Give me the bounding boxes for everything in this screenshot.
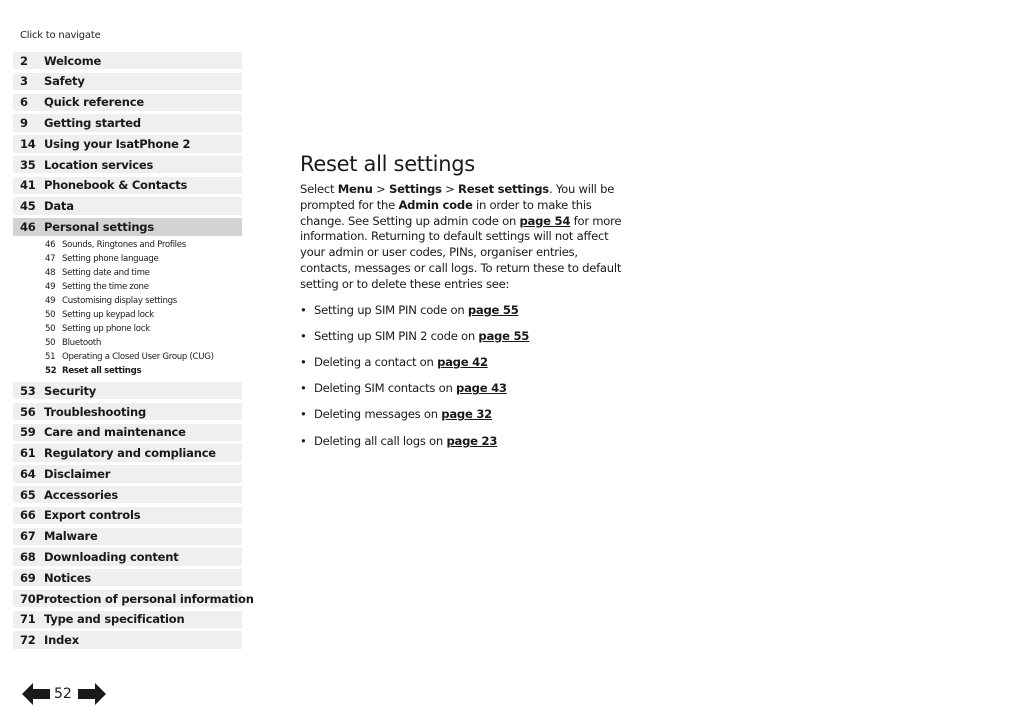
toc-title: Security [44, 383, 97, 398]
toc-item-notices[interactable] [13, 569, 242, 586]
toc-page-number: 53 [20, 383, 36, 398]
toc-item-personal-information[interactable] [13, 590, 254, 607]
list-item [300, 381, 630, 407]
right-arrow-icon[interactable] [78, 683, 106, 705]
admin-code-term: Admin code [398, 197, 473, 212]
toc-page-number: 71 [20, 612, 36, 627]
toc-item-disclaimer[interactable] [13, 465, 242, 482]
page-number: 52 [54, 686, 72, 702]
toc-page-number: 68 [20, 549, 36, 564]
toc-page-number: 46 [20, 219, 36, 234]
toc-sub-title: Customising display settings [62, 296, 177, 307]
toc-item-quick-reference[interactable] [13, 94, 242, 111]
toc-title: Quick reference [44, 95, 144, 110]
toc-page-number: 2 [20, 53, 28, 68]
toc-subitem-date-time[interactable] [13, 266, 242, 280]
toc-title: Data [44, 199, 74, 214]
related-links-list [300, 303, 630, 460]
page-navigation [22, 682, 106, 706]
toc-sub-page-number: 47 [45, 254, 56, 265]
page-link[interactable]: page 55 [478, 328, 530, 343]
toc-title: Personal settings [44, 219, 154, 234]
toc-item-type-specification[interactable] [13, 611, 242, 628]
toc-title: Getting started [44, 116, 141, 131]
toc-item-downloading-content[interactable] [13, 548, 242, 565]
toc-page-number: 65 [20, 487, 36, 502]
list-item-text: Deleting messages on [314, 407, 442, 422]
list-item [300, 407, 630, 433]
toc-subitem-sounds-ringtones[interactable] [13, 238, 242, 252]
menu-path-settings: Settings [388, 182, 442, 196]
toc-sub-page-number: 50 [45, 324, 56, 335]
intro-paragraph [300, 182, 630, 293]
toc-title: Downloading content [44, 549, 179, 564]
toc-title: Care and maintenance [44, 425, 186, 440]
toc-page-number: 72 [20, 633, 36, 648]
toc-item-accessories[interactable] [13, 486, 242, 503]
toc-subitem-phone-lock[interactable] [13, 322, 242, 336]
page-link[interactable]: page 32 [441, 407, 492, 422]
bullet-icon: • [300, 302, 307, 317]
toc-sub-page-number: 46 [45, 240, 56, 251]
intro-text: > [441, 182, 459, 196]
list-item-text: Setting up SIM PIN code on [314, 302, 468, 317]
toc-subitem-bluetooth[interactable] [13, 336, 242, 350]
toc-sub-title: Setting the time zone [62, 282, 149, 293]
table-of-contents [13, 52, 254, 652]
navigation-hint: Click to navigate [20, 30, 101, 41]
toc-subitem-keypad-lock[interactable] [13, 308, 242, 322]
toc-item-index[interactable] [13, 631, 242, 648]
main-content [300, 152, 630, 460]
toc-subitem-phone-language[interactable] [13, 252, 242, 266]
toc-title: Phonebook & Contacts [44, 178, 188, 193]
toc-item-security[interactable] [13, 382, 242, 399]
toc-item-care-maintenance[interactable] [13, 424, 242, 441]
toc-page-number: 41 [20, 178, 36, 193]
toc-title: Safety [44, 74, 85, 89]
list-item-text: Deleting a contact on [314, 354, 438, 369]
toc-subitem-reset-all-settings[interactable] [13, 364, 242, 378]
toc-subitem-display-settings[interactable] [13, 294, 242, 308]
toc-title: Accessories [44, 487, 118, 502]
page-title: Reset all settings [300, 152, 475, 176]
toc-item-data[interactable] [13, 197, 242, 214]
toc-sub-title: Sounds, Ringtones and Profiles [62, 240, 186, 251]
toc-sub-page-number: 50 [45, 338, 56, 349]
intro-text: in order to make this change. See Setting up admin code on [300, 197, 592, 228]
toc-sub-page-number: 51 [45, 352, 56, 363]
intro-text: for more information. Returning to default settings will not affect your admin or user codes, PINs, organiser entries, contacts, messages or call logs. To return these to default setting or to delete these entries see: [300, 213, 622, 291]
toc-title: Type and specification [44, 612, 185, 627]
toc-sub-title: Reset all settings [62, 366, 142, 377]
list-item-text: Setting up SIM PIN 2 code on [314, 328, 479, 343]
toc-page-number: 45 [20, 199, 36, 214]
toc-title: Notices [44, 570, 92, 585]
toc-sub-page-number: 48 [45, 268, 56, 279]
bullet-icon: • [300, 381, 307, 396]
toc-item-troubleshooting[interactable] [13, 403, 242, 420]
toc-item-safety[interactable] [13, 73, 242, 90]
toc-item-regulatory-compliance[interactable] [13, 444, 242, 461]
page-link[interactable]: page 42 [437, 354, 488, 369]
toc-item-location-services[interactable] [13, 156, 242, 173]
toc-title: Troubleshooting [44, 404, 147, 419]
toc-sub-title: Setting up keypad lock [62, 310, 154, 321]
toc-page-number: 64 [20, 466, 36, 481]
bullet-icon: • [300, 354, 307, 369]
toc-page-number: 14 [20, 136, 36, 151]
toc-page-number: 35 [20, 157, 36, 172]
bullet-icon: • [300, 407, 307, 422]
left-arrow-icon[interactable] [22, 683, 50, 705]
toc-title: Using your IsatPhone 2 [44, 136, 191, 151]
toc-title: Regulatory and compliance [44, 446, 216, 461]
toc-sub-page-number: 49 [45, 296, 56, 307]
toc-title: Welcome [44, 53, 102, 68]
toc-subsection-list [13, 238, 242, 378]
list-item [300, 434, 630, 460]
toc-page-number: 3 [20, 74, 28, 89]
toc-item-export-controls[interactable] [13, 507, 242, 524]
toc-item-personal-settings[interactable] [13, 218, 242, 235]
bullet-icon: • [300, 433, 307, 448]
list-item [300, 303, 630, 329]
toc-title: Location services [44, 157, 154, 172]
toc-item-phonebook-contacts[interactable] [13, 177, 242, 194]
list-item-text: Deleting all call logs on [314, 433, 447, 448]
toc-title: Export controls [44, 508, 141, 523]
toc-page-number: 70 [20, 591, 36, 606]
toc-item-using-your-phone[interactable] [13, 135, 242, 152]
toc-page-number: 59 [20, 425, 36, 440]
toc-title: Malware [44, 529, 98, 544]
toc-sub-title: Setting up phone lock [62, 324, 150, 335]
toc-page-number: 69 [20, 570, 36, 585]
toc-sub-title: Setting phone language [62, 254, 159, 265]
menu-path-menu: Menu [337, 182, 373, 196]
page-link[interactable]: page 54 [519, 213, 571, 228]
toc-title: Protection of personal information [35, 591, 254, 606]
toc-subitem-closed-user-group[interactable] [13, 350, 242, 364]
intro-text: > [372, 182, 389, 196]
toc-page-number: 67 [20, 529, 36, 544]
toc-sub-page-number: 52 [45, 366, 57, 377]
page-link[interactable]: page 55 [467, 302, 519, 317]
toc-page-number: 56 [20, 404, 36, 419]
toc-subitem-time-zone[interactable] [13, 280, 242, 294]
intro-text: Select [300, 182, 338, 196]
toc-item-malware[interactable] [13, 528, 242, 545]
toc-item-getting-started[interactable] [13, 114, 242, 131]
toc-sub-title: Operating a Closed User Group (CUG) [62, 352, 214, 363]
list-item-text: Deleting SIM contacts on [314, 381, 457, 396]
toc-page-number: 9 [20, 116, 28, 131]
page-link[interactable]: page 43 [456, 381, 507, 396]
toc-page-number: 66 [20, 508, 36, 523]
toc-sub-page-number: 50 [45, 310, 56, 321]
list-item [300, 329, 630, 355]
toc-item-welcome[interactable] [13, 52, 242, 69]
intro-text: . You will be prompted for the [300, 182, 615, 212]
toc-page-number: 61 [20, 446, 36, 461]
toc-page-number: 6 [20, 95, 28, 110]
toc-sub-page-number: 49 [45, 282, 56, 293]
toc-title: Index [44, 633, 79, 648]
page-link[interactable]: page 23 [446, 433, 498, 448]
list-item [300, 355, 630, 381]
bullet-icon: • [300, 328, 307, 343]
toc-sub-title: Bluetooth [62, 338, 102, 349]
menu-path-reset-settings: Reset settings [458, 182, 549, 196]
toc-sub-title: Setting date and time [62, 268, 150, 279]
toc-title: Disclaimer [44, 466, 111, 481]
